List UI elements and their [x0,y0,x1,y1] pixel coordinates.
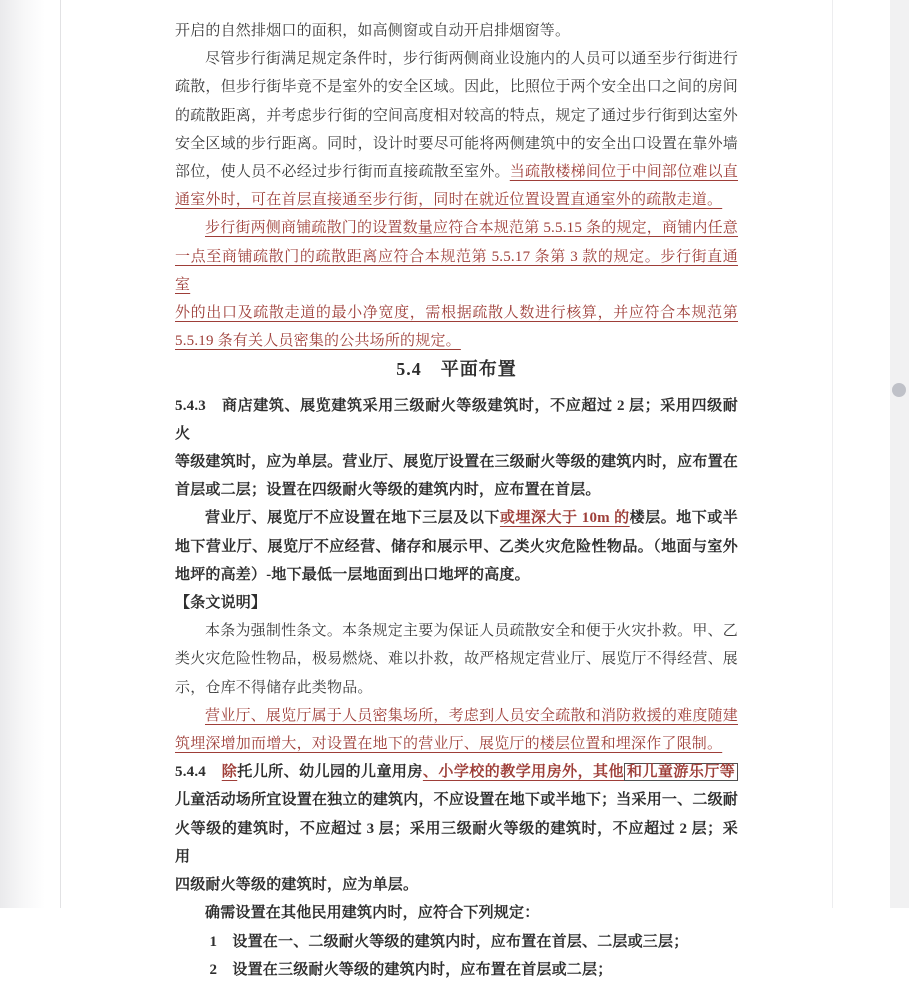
text-line [175,73,738,101]
scrollbar-thumb[interactable] [892,383,906,397]
text-segment: 确需设置在其他民用建筑内时，应符合下列规定： [205,905,540,922]
text-segment: 或埋深大于 10m 的 [499,510,630,527]
text-segment: 外的出口及疏散走道的最小净宽度，需根据疏散人数进行核算，并应符合本规范第 [175,305,738,322]
text-segment: 除 [221,764,238,781]
text-line [175,899,738,927]
text-line [175,392,738,448]
text-line [175,504,738,532]
text-segment: 四级耐火等级的建筑时，应为单层。 [175,877,419,894]
collapsed-sidebar-edge [0,0,60,908]
text-segment: 开启的自然排烟口的面积，如高侧窗或自动开启排烟窗等。 [175,23,571,39]
text-segment: 安全区域的步行距离。同时，设计时要尽可能将两侧建筑中的安全出口设置在靠外墙 [175,135,738,152]
text-line [175,871,738,899]
text-line [175,243,738,299]
text-segment: 托儿所、幼儿园的儿童用房 [237,764,423,781]
text-segment: 示，仓库不得储存此类物品。 [175,679,373,696]
text-segment: 本条为强制性条文。本条规定主要为保证人员疏散安全和便于火灾扑救。甲、乙 [205,623,738,640]
text-line [175,214,738,242]
text-segment: 、小学校的教学用房外，其他 [422,764,624,781]
text-segment: 【条文说明】 [175,595,267,612]
panel-divider [60,0,61,908]
text-line [175,476,738,504]
text-line [175,758,738,786]
text-line [175,327,738,355]
text-line [175,533,738,561]
text-segment: 一点至商铺疏散门的疏散距离应符合本规范第 5.5.17 条第 3 款的规定。步行街直通室 [175,248,738,293]
text-segment: 5.4.3 商店建筑、展览建筑采用三级耐火等级建筑时，不应超过 2 层；采用四级耐火 [175,397,738,442]
text-line [175,102,738,130]
text-line [175,17,738,45]
text-line [175,448,738,476]
section-heading: 5.4 平面布置 [396,359,517,380]
text-segment: 等级建筑时，应为单层。营业厅、展览厅设置在三级耐火等级的建筑内时，应布置在 [175,454,738,471]
text-line [175,45,738,73]
text-line [175,674,738,702]
text-line [175,186,738,214]
text-segment: 1 设置在一、二级耐火等级的建筑内时，应布置在首层、二层或三层； [209,933,689,950]
text-segment: 步行街两侧商铺疏散门的设置数量应符合本规范第 5.5.15 条的规定，商铺内任意 [205,220,739,237]
text-segment: 的疏散距离，并考虑步行街的空间高度相对较高的特点，规定了通过步行街到达室外 [175,107,738,124]
text-segment: 当疏散楼梯间位于中间部位难以直 [509,164,738,181]
scrollbar-track[interactable] [890,0,909,908]
text-line [175,786,738,814]
text-line [175,645,738,673]
text-segment: 儿童活动场所宜设置在独立的建筑内，不应设置在地下或半地下；当采用一、二级耐 [175,792,738,809]
text-line [175,130,738,158]
text-line [175,815,738,871]
text-line [175,158,738,186]
text-segment: 疏散，但步行街毕竟不是室外的安全区域。因此，比照位于两个安全出口之间的房间 [175,79,738,96]
text-segment: 2 设置在三级耐火等级的建筑内时，应布置在首层或二层； [209,961,613,978]
text-segment: 和儿童游乐厅等 [624,763,738,781]
text-segment: 5.4.4 [175,764,222,781]
page-edge-line [832,0,833,908]
text-segment: 尽管步行街满足规定条件时，步行街两侧商业设施内的人员可以通至步行街进行 [205,51,738,68]
text-line [175,956,738,984]
text-line [175,299,738,327]
text-segment: 首层或二层；设置在四级耐火等级的建筑内时，应布置在首层。 [175,482,601,499]
text-segment: 火等级的建筑时，不应超过 3 层；采用三级耐火等级的建筑时，不应超过 2 层；采用 [175,820,738,865]
document-lines [175,17,738,984]
text-line [175,928,738,956]
document-page [175,17,738,984]
text-line [175,730,738,758]
text-line [175,561,738,589]
text-line [175,589,738,617]
text-segment: 通室外时，可在首层直接通至步行街，同时在就近位置设置直通室外的疏散走道。 [175,192,723,209]
text-segment: 地下营业厅、展览厅不应经营、储存和展示甲、乙类火灾危险性物品。（地面与室外 [175,538,738,555]
text-segment: 营业厅、展览厅不应设置在地下三层及以下 [205,510,500,527]
text-segment: 筑埋深增加而增大，对设置在地下的营业厅、展览厅的楼层位置和埋深作了限制。 [175,736,723,753]
text-segment: 类火灾危险性物品，极易燃烧、难以扑救，故严格规定营业厅、展览厅不得经营、展 [175,651,738,668]
text-segment: 楼层。地下或半 [629,510,738,527]
text-segment: 5.5.19 条有关人员密集的公共场所的规定。 [175,333,461,350]
text-segment: 地坪的高差）-地下最低一层地面到出口地坪的高度。 [175,566,530,583]
text-line [175,617,738,645]
text-segment: 部位，使人员不必经过步行街而直接疏散至室外。 [175,164,510,181]
text-line [175,702,738,730]
text-segment: 营业厅、展览厅属于人员密集场所，考虑到人员安全疏散和消防救援的难度随建 [205,707,738,724]
